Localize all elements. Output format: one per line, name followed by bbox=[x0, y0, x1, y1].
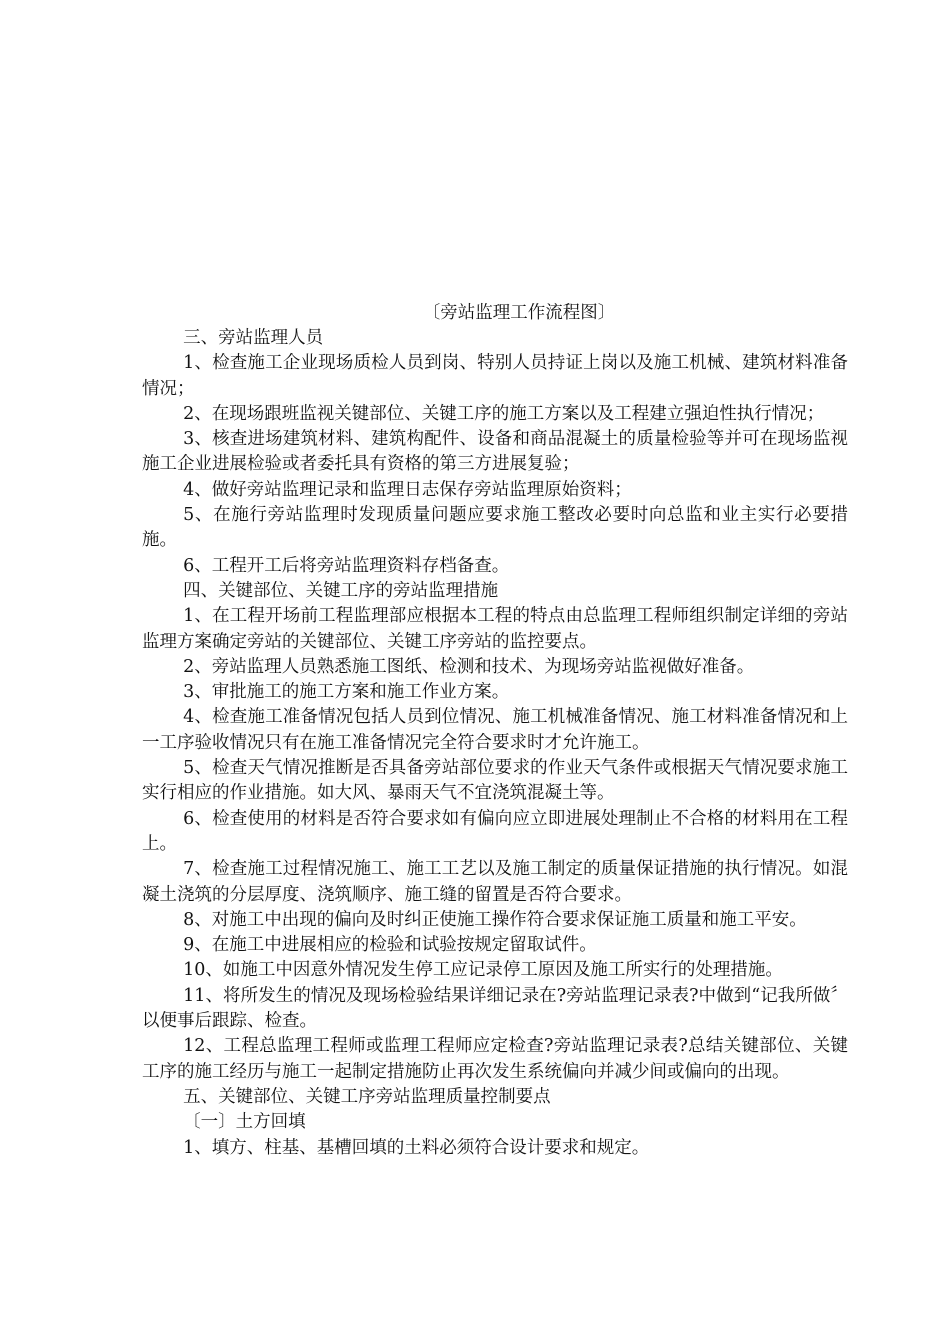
paragraph: 2、旁站监理人员熟悉施工图纸、检测和技术、为现场旁站监视做好准备。 bbox=[183, 656, 755, 677]
paragraph: 4、做好旁站监理记录和监理日志保存旁站监理原始资料； bbox=[183, 479, 632, 500]
section-heading-4: 四、关键部位、关键工序的旁站监理措施 bbox=[183, 580, 499, 601]
paragraph: 11、将所发生的情况及现场检验结果详细记录在?旁站监理记录表?中做到“记我所做〞以便事后跟踪、检查。 bbox=[142, 985, 848, 1032]
subsection-heading: 〔一〕土方回填 bbox=[183, 1112, 306, 1133]
paragraph: 4、检查施工准备情况包括人员到位情况、施工机械准备情况、施工材料准备情况和上一工序验收情况只有在施工准备情况完全符合要求时才允许施工。 bbox=[142, 707, 848, 753]
paragraph: 1、在工程开场前工程监理部应根据本工程的特点由总监理工程师组织制定详细的旁站监理方案确定旁站的关键部位、关键工序旁站的监控要点。 bbox=[142, 606, 848, 652]
paragraph: 1、填方、柱基、基槽回填的土料必须符合设计要求和规定。 bbox=[183, 1137, 650, 1158]
paragraph: 6、检查使用的材料是否符合要求如有偏向应立即进展处理制止不合格的材料用在工程上。 bbox=[142, 808, 848, 854]
paragraph: 3、核查进场建筑材料、建筑构配件、设备和商品混凝土的质量检验等并可在现场监视施工企业进展检验或者委托具有资格的第三方进展复验； bbox=[142, 429, 848, 475]
paragraph: 2、在现场跟班监视关键部位、关键工序的施工方案以及工程建立强迫性执行情况； bbox=[183, 403, 825, 424]
section-heading-3: 三、旁站监理人员 bbox=[183, 328, 324, 348]
paragraph: 1、检查施工企业现场质检人员到岗、特别人员持证上岗以及施工机械、建筑材料准备情况； bbox=[142, 353, 848, 399]
paragraph: 6、工程开工后将旁站监理资料存档备查。 bbox=[183, 555, 510, 576]
paragraph: 10、如施工中因意外情况发生停工应记录停工原因及施工所实行的处理措施。 bbox=[183, 960, 783, 981]
paragraph: 7、检查施工过程情况施工、施工工艺以及施工制定的质量保证措施的执行情况。如混凝土浇筑的分层厚度、浇筑顺序、施工缝的留置是否符合要求。 bbox=[142, 859, 848, 905]
paragraph: 8、对施工中出现的偏向及时纠正使施工操作符合要求保证施工质量和施工平安。 bbox=[183, 909, 807, 930]
paragraph: 9、在施工中进展相应的检验和试验按规定留取试件。 bbox=[183, 935, 597, 956]
paragraph: 5、检查天气情况推断是否具备旁站部位要求的作业天气条件或根据天气情况要求施工实行相应的作业措施。如大风、暴雨天气不宜浇筑混凝土等。 bbox=[142, 758, 848, 804]
paragraph: 12、工程总监理工程师或监理工程师应定检查?旁站监理记录表?总结关键部位、关键工序的施工经历与施工一起制定措施防止再次发生系统偏向并减少间或偏向的出现。 bbox=[142, 1036, 848, 1082]
document-body bbox=[142, 326, 848, 1161]
paragraph: 3、审批施工的施工方案和施工作业方案。 bbox=[183, 682, 510, 703]
section-heading-5: 五、关键部位、关键工序旁站监理质量控制要点 bbox=[183, 1086, 551, 1107]
figure-caption: 〔旁站监理工作流程图〕 bbox=[422, 303, 616, 323]
paragraph: 5、在施行旁站监理时发现质量问题应要求施工整改必要时向总监和业主实行必要措施。 bbox=[142, 505, 848, 551]
